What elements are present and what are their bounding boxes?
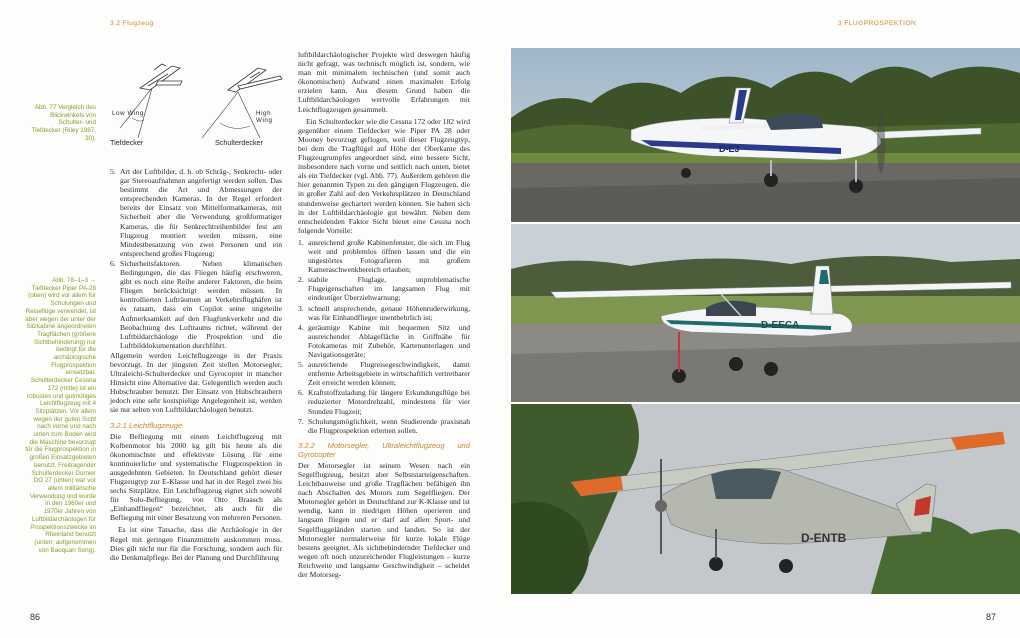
paragraph: Ein Schulterdecker wie die Cessna 172 oder 182 wird gegenüber einem Tiefdecker wie Piper PA 28 oder Mooney bevorzugt geflogen, weil dieser Flugzeugtyp, bei dem die Tragflügel auf Höhe der Oberkante des Flugzeugrumpfes angeordnet sind, eine bessere Sicht, insbesondere nach vorne und seitlich nach unten, bietet als ein Tiefdecker (vgl. Abb. 77). Außerdem gehören die hier genannten Typen zu den gängigen Flugzeugen, die in großer Zahl auf den Verkehrsplätzen in Deutschland stundenweise gechartert werden können. Sie haben sich in der Luftbildarchäologie gut bewährt. Neben dem entscheidenden Faktor Sicht bietet eine Cessna noch folgende Vorteile: [298, 116, 470, 235]
page-number-left: 86 [30, 612, 41, 622]
cessna-registration: D-EECA [761, 320, 800, 331]
low-wing-plane-sketch [140, 64, 182, 90]
paragraph: Der Motorsegler ist seinem Wesen nach ein Segelflugzeug, besitzt aber Selbststarteigenschaften. Leichtbauweise und große Tragflächen befähigen ihn nach Abschalten des Motors zum Segelfliegen. Der Motorsegler gehört in Deutschland zur K-Klasse und ist wendig, kann in niedrigen Höhen operieren und langsam fliegen und er darf auf allen Sport- und Segelfluggeländen starten und landen. So ist der Motorsegler normalerweise für kurze lokale Flüge bestens geeignet. Als sichtbehindernder Tiefdecker und wegen oft noch unzureichender Flugleistungen – kurze Reichweite und langsame Geschwindigkeit – scheidet der Motorseg- [298, 460, 470, 579]
list-text: Kraftstoffzuladung für längere Erkundungsflüge bei reduzierter Motordrehzahl, mindestens für vier Stunden Flugzeit; [308, 388, 470, 416]
tiefdecker-label: Tiefdecker [110, 138, 144, 147]
section-heading-3-2-1: 3.2.1 Leichtflugzeuge [110, 420, 183, 430]
cessna-advantages-list [298, 238, 470, 435]
list-number: 6. [110, 258, 116, 268]
list-item [298, 275, 470, 302]
text-column-1 [110, 167, 282, 565]
list-item [298, 388, 470, 415]
figure-77-caption: Abb. 77 Vergleich des Blickwinkels von Schulter- und Tiefdecker (Riley 1987, 30). [31, 104, 96, 142]
list-number: 3. [298, 303, 304, 313]
list-text: ausreichend große Kabinenfenster, die sich im Flug weit und problemlos öffnen lassen und die ein ungestörtes Fotografieren mit großem Kameraschwenkbereich erlauben; [308, 237, 470, 275]
list-number: 5. [298, 360, 304, 370]
text-column-2 [298, 50, 470, 582]
list-item [298, 304, 470, 322]
cessna-illustration [511, 224, 1020, 402]
list-text: schnell ansprechende, genaue Höhenruderwirkung, was für Einhandflieger unentbehrlich ist; [308, 303, 470, 322]
high-wing-plane-sketch [228, 68, 282, 92]
high-wing-label: High Wing [256, 110, 273, 124]
list-number: 6. [298, 388, 304, 398]
piper-registration: D-EJ [719, 144, 740, 154]
list-number: 7. [298, 416, 304, 426]
paragraph: luftbildarchäologischer Projekte wird deswegen häufig nicht gefragt, was technisch möglich ist, sondern, wie man mit minimalem technischen (und somit auch ökonomischen) Aufwand einen maximalen Erfolg erzielen kann. Aus diesem Grund haben die Luftbildarchäologen wertvolle Erfahrungen mit Leichtflugzeugen gesammelt. [298, 50, 470, 114]
list-number: 5. [110, 167, 116, 176]
paragraph: Allgemein werden Leichtflugzeuge in der Praxis bevorzugt. In der jüngsten Zeit stellen Motorsegler, Ultraleicht-Schulterdecker und Gyrocopter in mancher Hinsicht eine Alternative dar. Gelegentlich werden auch Hubschrauber benutzt. Der Einsatz von Hubschraubern jedoch eine sehr kostspielige Angelegenheit ist, werden sie nur selten von Luftbildarchäologen benutzt. [110, 350, 282, 415]
list-item [298, 417, 470, 435]
photo-piper-pa28 [511, 48, 1020, 222]
list-text: Sicherheitsfaktoren. Neben klimatischen Bedingungen, die das Fliegen häufig erschweren, gibt es noch eine Reihe anderer Faktoren, die beim Fliegen berücksichtigt werden müssen. In kontrollierten Lufträumen an Verkehrsflughäfen ist es ratsam, dass ein Copilot seine ungeteilte Aufmerksamkeit auf den Flugfunkverkehr und die Beobachtung des Luftraums richtet, während der Luftbildarchäologe die Prospektion und die Luftbilddokumentation durchführt. [120, 258, 282, 350]
photo-cessna-172 [511, 224, 1020, 402]
list-item [298, 323, 470, 359]
list-text: ausreichende Flugreisegeschwindigkeit, damit entfernte Arbeitsgebiete in wirtschaftlich vertretbarer Zeit erreicht werden können; [308, 360, 470, 388]
list-item [110, 167, 282, 258]
figure-78-caption: Abb. 78–1–3 → Tiefdecker Piper PA-28 (oben) wird vor allem für Schulungen und Reiseflüge verwendet, ist aber wegen der unter der Sitzkabine angeordneten Tragflächen (größere Sichtbehinderung) nur bedingt für die archäologische Flugprospektion einsetzbar. Schulterdecker Cessna 172 (mitte) ist ein robustes und gutmütiges Leichtflugzeug mit 4 Sitzplätzen. Vor allem wegen der guten Sicht nach vorne und nach unten zum Boden wird die Maschine bevorzugt für die Flugprospektion in großen Einsatzgebieten benutzt. Freitragender Schulterdecker Dornier DO 27 (unten) war vor allem militärische Verwendung und wurde in den 1960er und 1970er Jahren von Luftbildarchäologen für Prospektionszwecke im Rheinland benutzt (unten; aufgenommen von Baoquan Song). [25, 277, 96, 554]
list-number: 1. [298, 237, 304, 247]
list-text: geräumige Kabine mit bequemen Sitz und ausreichender Ablagefläche in Griffnähe für Fotokameras mit Zubehör, Kartenunterlagen und Navigationsgeräte; [308, 322, 470, 359]
piper-illustration [511, 48, 1020, 222]
list-text: stabile Fluglage, unproblematische Flugeigenschaften im langsamen Flug mit eindeutiger Überziehwarnung; [308, 275, 470, 303]
dornier-registration: D-ENTB [801, 531, 847, 545]
photo-dornier-do27 [511, 404, 1020, 594]
list-item [110, 259, 282, 350]
list-text: Schulungsmöglichkeit, wenn Studierende praxisnah die Flugprospektion erlernen sollen. [308, 416, 470, 435]
figure-77-diagram [110, 48, 300, 153]
list-item [298, 238, 470, 274]
running-head-left: 3.2 Flugzeug [110, 20, 154, 27]
paragraph: Es ist eine Tatsache, dass die Archäologie in der Regel mit geringen Finanzmitteln auskommen muss. Dies gilt nicht nur für die Forschung, sondern auch für die Denkmalpflege. Bei der Planung und Durchführung [110, 525, 282, 562]
low-wing-label: Low Wing [112, 110, 144, 117]
running-head-right: 3 FLUGPROSPEKTION [838, 20, 917, 27]
schulterdecker-label: Schulterdecker [215, 138, 263, 147]
paragraph: Die Befliegung mit einem Leichtflugzeug mit Kolbenmotor bis 2000 kg gilt bis heute als die ökonomischste und effektivste Lösung für eine kontinuierliche und systematische Flugprospektion in ausgedehnten Gebieten. In Deutschland gehört dieser Flugzeugtyp zur E-Klasse und hat in der Regel zwei bis sechs Sitzplätze. Ein Leichtflugzeug eignet sich sowohl für Solo-Befliegung, von Otto Braasch als „Einhandfliegen“ bezeichnet, als auch für die Befliegung mit einer Besatzung von mehreren Personen. [110, 431, 282, 523]
list-number: 2. [298, 275, 304, 285]
list-number: 4. [298, 322, 304, 332]
list-text: Art der Luftbilder, d. h. ob Schräg-, Senkrecht- oder gar Stereoaufnahmen angefertigt werden sollen. Das bestimmt die Art und Abmessungen der entsprechenden Kameras. In der Regel erfordert bereits der Einsatz von Mittelformatkameras, mit Sicherheit aber die Verwendung großformatiger Kameras, die für Senkrechtreihenbilder fest am Flugzeug montiert werden müssen, eine Mindestbesatzung von zwei Personen und ein entsprechend großes Flugzeug; [120, 167, 282, 258]
dornier-illustration [511, 404, 1020, 594]
considerations-list-continued [110, 167, 282, 350]
list-item [298, 360, 470, 387]
page-number-right: 87 [986, 612, 997, 622]
section-heading-3-2-2: 3.2.2 Motorsegler, Ultraleichtflugzeug und Gyrocopter [298, 440, 470, 459]
